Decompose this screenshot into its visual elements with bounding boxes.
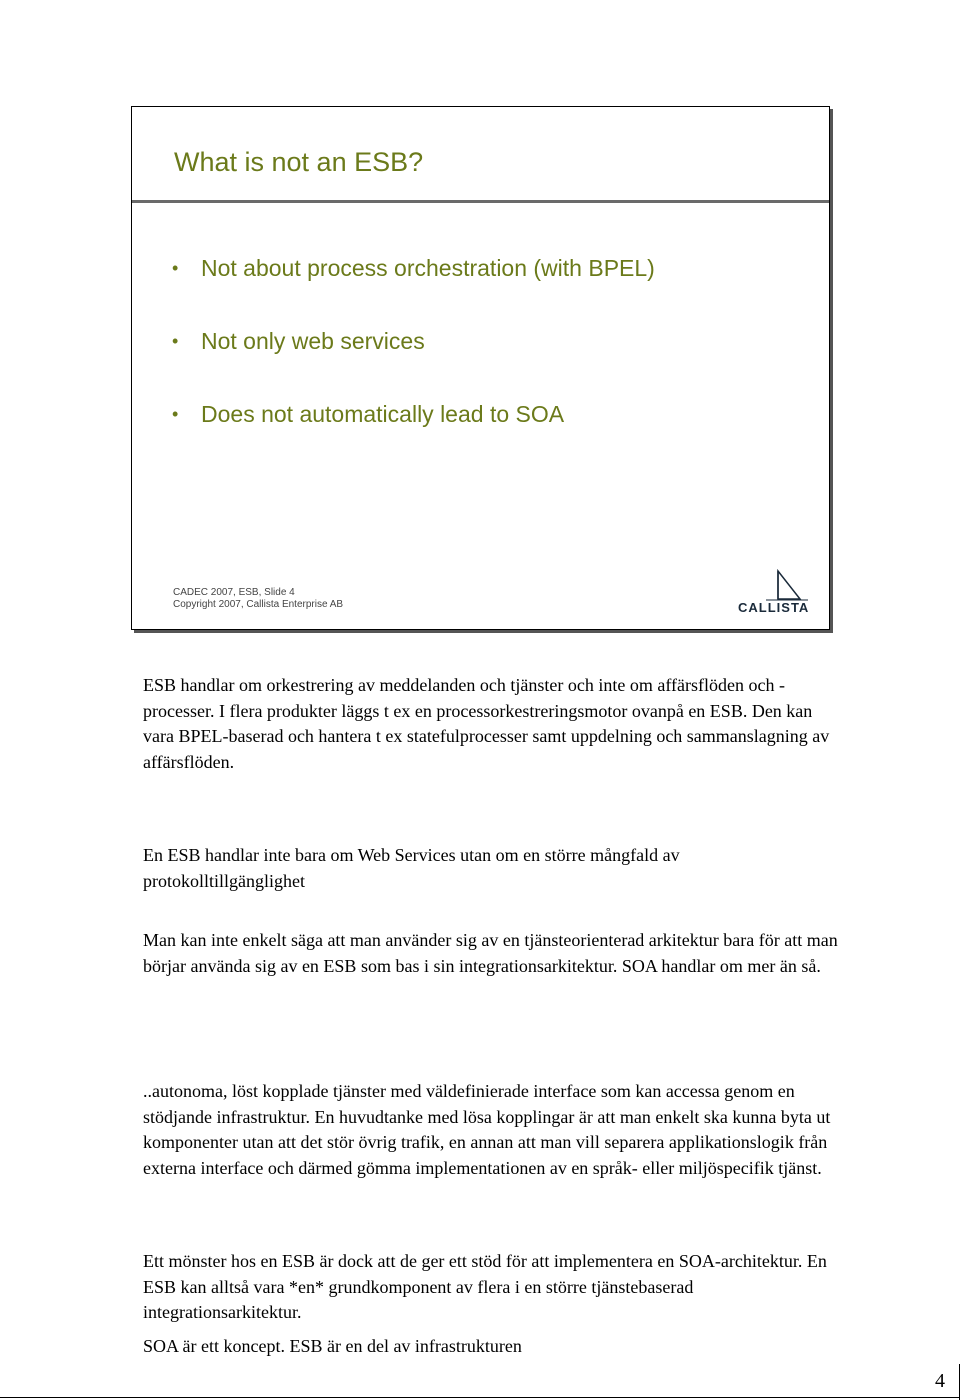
notes-paragraph: Ett mönster hos en ESB är dock att de ger ett stöd för att implementera en SOA-architektur. En ESB kan alltså vara *en* grundkomponent av flera i en större tjänstebaserad integrationsarkitektur. [143,1251,827,1322]
sail-icon [738,569,818,603]
bullet-icon: • [172,258,179,278]
notes-paragraph: En ESB handlar inte bara om Web Services utan om en större mångfald av protokolltillgänglighet [143,845,680,891]
bullet-icon: • [172,331,179,351]
notes-paragraph: ESB handlar om orkestrering av meddelanden och tjänster och inte om affärsflöden och -processer. I flera produkter läggs t ex en processorkestreringsmotor ovanpå en ESB. Den kan vara BPEL-baserad och hantera t ex statefulprocesser samt uppdelning och sammanslagning av affärsflöden. [143,675,830,772]
page-number: 4 [935,1370,945,1392]
bullet-text: Not about process orchestration (with BPEL) [201,255,655,281]
footer-event: CADEC 2007, ESB, Slide 4 [173,587,295,598]
bullet-text: Does not automatically lead to SOA [201,401,565,427]
notes-paragraph: ..autonoma, löst kopplade tjänster med väldefinierade interface som kan accessa genom en stödjande infrastruktur. En huvudtanke med lösa kopplingar är att man enkelt ska kunna byta ut komponenter utan att det stör övrig trafik, en annan att man vill separera applikationslogik från externa interface och därmed gömma implementationen av en språk- eller miljöspecifik tjänst. [143,1081,831,1178]
slide-thumbnail [131,106,830,630]
logo-wordmark: CALLISTA [738,600,810,615]
title-divider [132,200,829,203]
notes-paragraph: Man kan inte enkelt säga att man använder sig av en tjänsteorienterad arkitektur bara för att man börjar använda sig av en ESB som bas i sin integrationsarkitektur. SOA handlar om mer än så. [143,930,838,976]
slide-footer [173,587,343,611]
bullet-icon: • [172,404,179,424]
footer-copyright: Copyright 2007, Callista Enterprise AB [173,599,344,610]
bullet-item [172,325,655,398]
bullet-item [172,398,655,471]
slide-title: What is not an ESB? [174,147,424,177]
bullet-item [172,252,655,325]
bullet-list [172,252,655,471]
page-frame-bottom [0,1397,960,1398]
bullet-text: Not only web services [201,328,425,354]
callista-logo [738,569,818,617]
notes-paragraph: SOA är ett koncept. ESB är en del av infrastrukturen [143,1336,522,1356]
